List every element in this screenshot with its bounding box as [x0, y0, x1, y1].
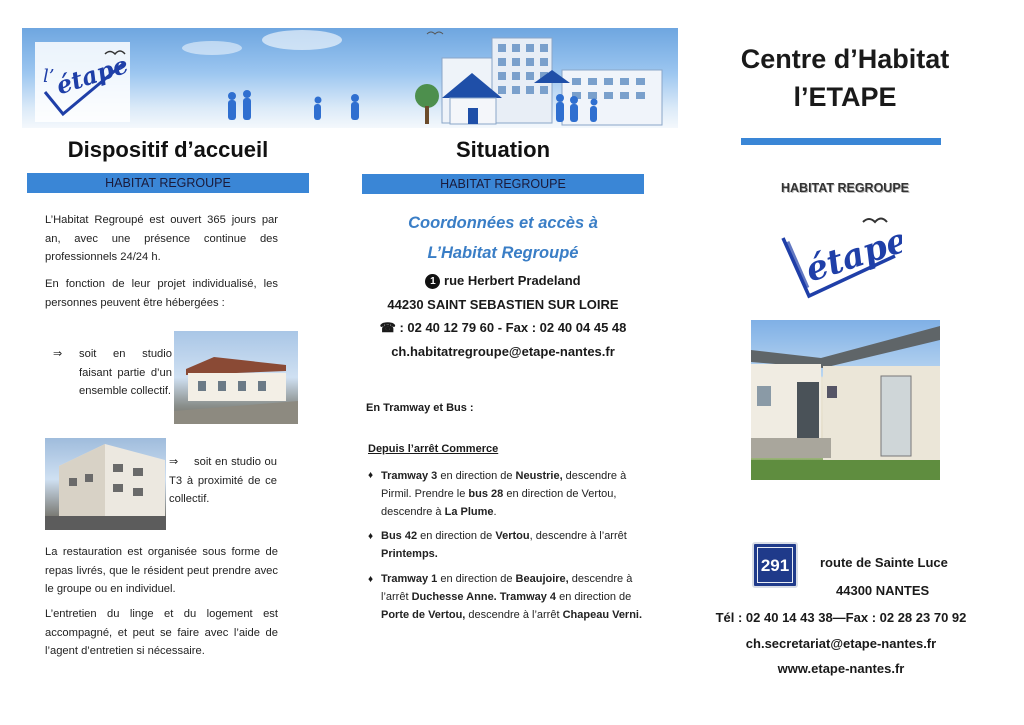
- route-text-run: descendre à l’arrêt: [381, 573, 633, 603]
- left-paragraph-3: La restauration est organisée sous forme de repas livrés, que le résident peut prendre avec le groupe ou en individuel.: [45, 546, 278, 595]
- address-line-2: 44230 SAINT SEBASTIEN SUR LOIRE: [387, 297, 619, 312]
- email-link[interactable]: ch.habitatregroupe@etape-nantes.fr: [391, 344, 615, 359]
- phone-icon: ☎: [379, 320, 396, 335]
- right-email-link[interactable]: ch.secretariat@etape-nantes.fr: [745, 636, 937, 651]
- route-text-run: descendre à Pirmil. Prendre le: [381, 470, 627, 500]
- left-section-bar: HABITAT REGROUPE: [27, 173, 309, 193]
- route-2: [381, 527, 641, 563]
- number-one-icon: 1: [425, 274, 440, 289]
- street-address: rue Herbert Pradeland: [444, 273, 581, 288]
- route-text-run: Beaujoire,: [515, 573, 569, 585]
- right-phone-fax: Tél : 02 40 14 43 38—Fax : 02 28 23 70 92: [715, 610, 967, 625]
- left-column-title: Dispositif d’accueil: [67, 137, 269, 162]
- coordinates-heading-2: L’Habitat Regroupé: [427, 244, 579, 262]
- route-text-run: en direction de: [437, 573, 516, 585]
- route-text-run: .: [493, 506, 497, 518]
- banner-logo: [35, 42, 130, 122]
- svg-text:l’: l’: [43, 66, 55, 87]
- right-address-line-2: 44300 NANTES: [836, 583, 930, 598]
- right-subtitle: HABITAT REGROUPE: [780, 181, 909, 195]
- route-text-run: Printemps.: [381, 548, 438, 560]
- route-text-run: Bus 42: [381, 530, 418, 542]
- route-text-run: Vertou: [495, 530, 530, 542]
- route-text-run: Chapeau Verni.: [562, 609, 643, 621]
- street-number-sign: [752, 542, 798, 588]
- route-text-run: Porte de Vertou,: [381, 609, 466, 621]
- etape-logo: [777, 208, 902, 303]
- brochure-title: [710, 40, 980, 116]
- transport-heading: En Tramway et Bus :: [366, 402, 474, 414]
- studio-building-photo: [174, 331, 298, 424]
- website-link[interactable]: www.etape-nantes.fr: [777, 661, 905, 676]
- habitat-building-photo: [751, 320, 940, 480]
- route-1: [381, 467, 631, 521]
- lodging-option-2: soit en studio ou T3 à proximité de ce collectif.: [169, 456, 277, 505]
- route-text-run: bus 28: [468, 488, 504, 500]
- brochure-title-line-1: Centre d’Habitat: [740, 44, 950, 74]
- route-text-run: en direction de: [556, 591, 632, 603]
- route-text-run: La Plume: [444, 506, 494, 518]
- arrow-icon: ⇒: [53, 348, 63, 360]
- route-text-run: en direction de: [417, 530, 496, 542]
- route-text-run: Neustrie,: [515, 470, 563, 482]
- diamond-bullet-icon: ♦: [368, 574, 374, 585]
- middle-column-title: Situation: [455, 137, 551, 162]
- arrow-icon-2: ⇒: [169, 456, 179, 468]
- brochure-title-line-2: l’ETAPE: [793, 82, 897, 112]
- stop-heading: Depuis l’arrêt Commerce: [368, 443, 499, 455]
- phone-line: [362, 320, 644, 336]
- lodging-option-1: soit en studio faisant partie d’un ensemble collectif.: [79, 348, 172, 397]
- title-underline: [741, 138, 941, 145]
- coordinates-heading-1: Coordonnées et accès à: [408, 214, 598, 232]
- route-3: [381, 570, 646, 624]
- svg-text:étape: étape: [800, 220, 902, 291]
- route-text-run: en direction de: [437, 470, 516, 482]
- route-text-run: , descendre à l’arrêt: [529, 530, 627, 542]
- route-text-run: Tramway 3: [381, 470, 438, 482]
- right-address-line-1: route de Sainte Luce: [820, 555, 948, 570]
- address-line-1: [362, 273, 644, 289]
- left-paragraph-2: En fonction de leur projet individualisé, les personnes peuvent être hébergées :: [45, 278, 278, 309]
- middle-section-bar: HABITAT REGROUPE: [362, 174, 644, 194]
- route-text-run: Tramway 1: [381, 573, 438, 585]
- svg-text:étape: étape: [52, 49, 130, 101]
- route-text-run: Duchesse Anne. Tramway 4: [411, 591, 557, 603]
- left-paragraph-1: L’Habitat Regroupé est ouvert 365 jours par an, avec une présence continue des professionnels 24/24 h.: [45, 214, 278, 263]
- route-text-run: descendre à l’arrêt: [465, 609, 563, 621]
- diamond-bullet-icon: ♦: [368, 470, 374, 481]
- left-paragraph-4: L’entretien du linge et du logement est accompagné, et peut se faire avec l’aide de l’agent d’entretien si nécessaire.: [45, 608, 278, 657]
- street-number-text: 291: [757, 547, 793, 583]
- route-text-run: en direction de Vertou, descendre à: [381, 488, 617, 518]
- phone-text: : 02 40 12 79 60 - Fax : 02 40 04 45 48: [399, 320, 627, 335]
- diamond-bullet-icon: ♦: [368, 531, 374, 542]
- t3-building-photo: [45, 438, 166, 530]
